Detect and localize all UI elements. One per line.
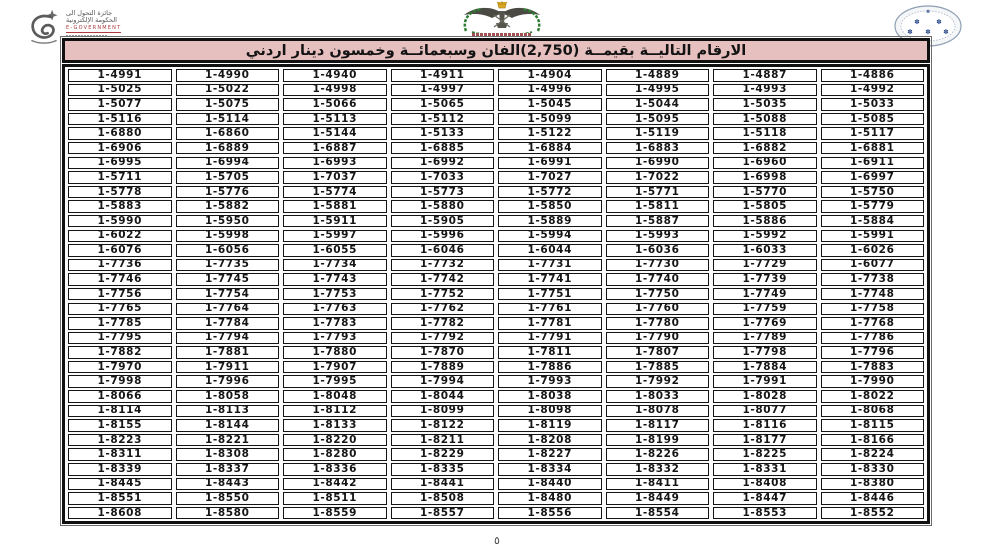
serial-cell: 1-8048	[283, 390, 387, 403]
serial-cell: 1-7993	[498, 375, 602, 388]
serial-cell: 1-8058	[176, 390, 280, 403]
serial-cell: 1-8227	[498, 448, 602, 461]
serial-cell: 1-4998	[283, 84, 387, 97]
serial-cell: 1-8068	[821, 405, 925, 418]
serial-cell: 1-7870	[391, 346, 495, 359]
serial-cell: 1-7991	[713, 375, 817, 388]
serial-cell: 1-5066	[283, 98, 387, 111]
serial-cell: 1-8339	[68, 463, 172, 476]
serial-cell: 1-8119	[498, 419, 602, 432]
serial-cell: 1-5133	[391, 127, 495, 140]
crest-caption-line	[472, 33, 532, 37]
serial-cell: 1-4887	[713, 69, 817, 82]
serial-cell: 1-8116	[713, 419, 817, 432]
serial-cell: 1-8133	[283, 419, 387, 432]
serial-cell: 1-5776	[176, 186, 280, 199]
serial-cell: 1-5112	[391, 113, 495, 126]
serial-cell: 1-6882	[713, 142, 817, 155]
serial-cell: 1-8380	[821, 478, 925, 491]
serial-cell: 1-7880	[283, 346, 387, 359]
fine-print-line	[66, 35, 108, 37]
serial-cell: 1-6044	[498, 244, 602, 257]
serial-cell: 1-7795	[68, 332, 172, 345]
serial-cell: 1-6881	[821, 142, 925, 155]
serial-cell: 1-7970	[68, 361, 172, 374]
serial-cell: 1-8557	[391, 507, 495, 520]
serial-cell: 1-8332	[606, 463, 710, 476]
serial-cell: 1-5095	[606, 113, 710, 126]
serial-cell: 1-7994	[391, 375, 495, 388]
serial-table	[62, 64, 930, 524]
serial-cell: 1-7883	[821, 361, 925, 374]
serial-cell: 1-7742	[391, 273, 495, 286]
serial-cell: 1-7995	[283, 375, 387, 388]
svg-text:✽: ✽	[925, 28, 931, 36]
serial-cell: 1-6998	[713, 171, 817, 184]
serial-cell: 1-4990	[176, 69, 280, 82]
serial-cell: 1-5065	[391, 98, 495, 111]
serial-cell: 1-5075	[176, 98, 280, 111]
serial-cell: 1-7739	[713, 273, 817, 286]
serial-cell: 1-8155	[68, 419, 172, 432]
serial-cell: 1-5774	[283, 186, 387, 199]
serial-cell: 1-5119	[606, 127, 710, 140]
serial-cell: 1-5889	[498, 215, 602, 228]
serial-cell: 1-5022	[176, 84, 280, 97]
serial-cell: 1-8078	[606, 405, 710, 418]
serial-cell: 1-5905	[391, 215, 495, 228]
serial-cell: 1-5993	[606, 230, 710, 243]
serial-cell: 1-5114	[176, 113, 280, 126]
serial-cell: 1-8330	[821, 463, 925, 476]
serial-cell: 1-5883	[68, 200, 172, 213]
serial-cell: 1-7990	[821, 375, 925, 388]
serial-cell: 1-8229	[391, 448, 495, 461]
serial-cell: 1-7807	[606, 346, 710, 359]
serial-cell: 1-8331	[713, 463, 817, 476]
serial-cell: 1-6077	[821, 259, 925, 272]
serial-cell: 1-4996	[498, 84, 602, 97]
serial-cell: 1-7760	[606, 303, 710, 316]
serial-cell: 1-5779	[821, 200, 925, 213]
banner-title: الارقام التاليــة بقيمــة (2,750)الفان وسبعمائــة وخمسون دينار اردني	[62, 38, 930, 63]
serial-cell: 1-8226	[606, 448, 710, 461]
serial-cell: 1-7741	[498, 273, 602, 286]
serial-cell: 1-5778	[68, 186, 172, 199]
serial-cell: 1-8098	[498, 405, 602, 418]
serial-cell: 1-8336	[283, 463, 387, 476]
serial-cell: 1-6991	[498, 157, 602, 170]
serial-cell: 1-4889	[606, 69, 710, 82]
serial-cell: 1-7886	[498, 361, 602, 374]
serial-cell: 1-7796	[821, 346, 925, 359]
serial-cell: 1-8334	[498, 463, 602, 476]
serial-cell: 1-8112	[283, 405, 387, 418]
svg-text:✽: ✽	[907, 28, 913, 36]
serial-cell: 1-4995	[606, 84, 710, 97]
serial-cell: 1-7780	[606, 317, 710, 330]
serial-cell: 1-5711	[68, 171, 172, 184]
serial-cell: 1-5880	[391, 200, 495, 213]
serial-cell: 1-7756	[68, 288, 172, 301]
serial-cell: 1-4886	[821, 69, 925, 82]
serial-cell: 1-6906	[68, 142, 172, 155]
serial-cell: 1-4993	[713, 84, 817, 97]
serial-cell: 1-6997	[821, 171, 925, 184]
serial-cell: 1-7764	[176, 303, 280, 316]
serial-cell: 1-4997	[391, 84, 495, 97]
serial-cell: 1-8044	[391, 390, 495, 403]
serial-cell: 1-6994	[176, 157, 280, 170]
calligraphy-swirl-icon	[26, 4, 62, 48]
serial-cell: 1-4991	[68, 69, 172, 82]
serial-cell: 1-5773	[391, 186, 495, 199]
serial-cell: 1-8223	[68, 434, 172, 447]
serial-cell: 1-8440	[498, 478, 602, 491]
serials-document	[62, 38, 930, 524]
serial-cell: 1-5882	[176, 200, 280, 213]
serial-cell: 1-5122	[498, 127, 602, 140]
award-line-2: الحكومة الإلكترونية	[66, 16, 117, 24]
serial-cell: 1-7763	[283, 303, 387, 316]
serial-cell: 1-7881	[176, 346, 280, 359]
serial-cell: 1-8022	[821, 390, 925, 403]
serial-cell: 1-5991	[821, 230, 925, 243]
egov-award-text	[66, 4, 121, 41]
serial-cell: 1-8066	[68, 390, 172, 403]
serial-cell: 1-7884	[713, 361, 817, 374]
serial-cell: 1-7996	[176, 375, 280, 388]
serial-cell: 1-5750	[821, 186, 925, 199]
serial-cell: 1-5088	[713, 113, 817, 126]
serial-cell: 1-6887	[283, 142, 387, 155]
serial-cell: 1-7758	[821, 303, 925, 316]
serial-cell: 1-7740	[606, 273, 710, 286]
serial-cell: 1-5911	[283, 215, 387, 228]
serial-cell: 1-5805	[713, 200, 817, 213]
serial-cell: 1-7759	[713, 303, 817, 316]
serial-cell: 1-8113	[176, 405, 280, 418]
serial-cell: 1-5705	[176, 171, 280, 184]
serial-cell: 1-8115	[821, 419, 925, 432]
serial-cell: 1-8511	[283, 492, 387, 505]
serial-cell: 1-8445	[68, 478, 172, 491]
serial-cell: 1-7753	[283, 288, 387, 301]
serial-cell: 1-7789	[713, 332, 817, 345]
serial-cell: 1-7769	[713, 317, 817, 330]
serial-cell: 1-7907	[283, 361, 387, 374]
serial-cell: 1-5113	[283, 113, 387, 126]
serial-cell: 1-6993	[283, 157, 387, 170]
serial-cell: 1-8028	[713, 390, 817, 403]
serial-cell: 1-5099	[498, 113, 602, 126]
serial-cell: 1-7746	[68, 273, 172, 286]
serial-cell: 1-8117	[606, 419, 710, 432]
serial-cell: 1-5811	[606, 200, 710, 213]
serial-cell: 1-6056	[176, 244, 280, 257]
serial-cell: 1-8311	[68, 448, 172, 461]
serial-cell: 1-7811	[498, 346, 602, 359]
serial-cell: 1-7748	[821, 288, 925, 301]
serial-cell: 1-5881	[283, 200, 387, 213]
serial-cell: 1-7027	[498, 171, 602, 184]
serial-cell: 1-5077	[68, 98, 172, 111]
serial-cell: 1-6889	[176, 142, 280, 155]
svg-text:✽: ✽	[936, 18, 942, 26]
serial-cell: 1-5118	[713, 127, 817, 140]
award-line-3: E-GOVERNMENT	[66, 25, 122, 31]
serial-cell: 1-8556	[498, 507, 602, 520]
serial-cell: 1-7731	[498, 259, 602, 272]
serial-cell: 1-5772	[498, 186, 602, 199]
serial-cell: 1-5886	[713, 215, 817, 228]
serial-cell: 1-7992	[606, 375, 710, 388]
serial-cell: 1-8446	[821, 492, 925, 505]
serial-cell: 1-7794	[176, 332, 280, 345]
serial-cell: 1-8225	[713, 448, 817, 461]
serial-cell: 1-6960	[713, 157, 817, 170]
serial-cell: 1-5998	[176, 230, 280, 243]
serial-cell: 1-7798	[713, 346, 817, 359]
serial-cell: 1-5085	[821, 113, 925, 126]
serial-cell: 1-5045	[498, 98, 602, 111]
serial-cell: 1-8553	[713, 507, 817, 520]
serial-cell: 1-7790	[606, 332, 710, 345]
serial-cell: 1-5990	[68, 215, 172, 228]
serial-cell: 1-7783	[283, 317, 387, 330]
serial-cell: 1-8480	[498, 492, 602, 505]
serial-cell: 1-7786	[821, 332, 925, 345]
serial-cell: 1-8280	[283, 448, 387, 461]
serial-cell: 1-7732	[391, 259, 495, 272]
serial-cell: 1-7781	[498, 317, 602, 330]
serial-cell: 1-7730	[606, 259, 710, 272]
serial-cell: 1-4904	[498, 69, 602, 82]
serial-cell: 1-7022	[606, 171, 710, 184]
serial-cell: 1-7734	[283, 259, 387, 272]
serial-cell: 1-7768	[821, 317, 925, 330]
serial-cell: 1-5144	[283, 127, 387, 140]
serial-cell: 1-6911	[821, 157, 925, 170]
serial-cell: 1-7736	[68, 259, 172, 272]
serial-cell: 1-8033	[606, 390, 710, 403]
serial-cell: 1-7791	[498, 332, 602, 345]
serial-cell: 1-7729	[713, 259, 817, 272]
serial-cell: 1-5771	[606, 186, 710, 199]
serial-cell: 1-5025	[68, 84, 172, 97]
serial-cell: 1-8559	[283, 507, 387, 520]
serial-cell: 1-8166	[821, 434, 925, 447]
serial-cell: 1-6992	[391, 157, 495, 170]
serial-cell: 1-8335	[391, 463, 495, 476]
serial-cell: 1-5044	[606, 98, 710, 111]
serial-cell: 1-7751	[498, 288, 602, 301]
serial-cell: 1-7752	[391, 288, 495, 301]
serial-cell: 1-7782	[391, 317, 495, 330]
serial-cell: 1-8220	[283, 434, 387, 447]
serial-cell: 1-7738	[821, 273, 925, 286]
serial-cell: 1-8038	[498, 390, 602, 403]
serial-cell: 1-4940	[283, 69, 387, 82]
serial-cell: 1-6883	[606, 142, 710, 155]
serial-cell: 1-5996	[391, 230, 495, 243]
serial-cell: 1-5033	[821, 98, 925, 111]
page-number: ٥	[494, 534, 500, 547]
serial-cell: 1-8608	[68, 507, 172, 520]
serial-cell: 1-8099	[391, 405, 495, 418]
serial-cell: 1-8177	[713, 434, 817, 447]
serial-cell: 1-7793	[283, 332, 387, 345]
serial-cell: 1-7754	[176, 288, 280, 301]
serial-cell: 1-8554	[606, 507, 710, 520]
serial-cell: 1-8508	[391, 492, 495, 505]
serial-cell: 1-7761	[498, 303, 602, 316]
serial-cell: 1-7784	[176, 317, 280, 330]
serial-cell: 1-8211	[391, 434, 495, 447]
serial-cell: 1-8308	[176, 448, 280, 461]
serial-cell: 1-6022	[68, 230, 172, 243]
serial-cell: 1-5992	[713, 230, 817, 243]
serial-cell: 1-5887	[606, 215, 710, 228]
serial-cell: 1-8221	[176, 434, 280, 447]
serial-cell: 1-8552	[821, 507, 925, 520]
serial-cell: 1-8208	[498, 434, 602, 447]
serial-cell: 1-7792	[391, 332, 495, 345]
serial-cell: 1-8144	[176, 419, 280, 432]
serial-cell: 1-8551	[68, 492, 172, 505]
serial-cell: 1-7745	[176, 273, 280, 286]
serial-cell: 1-5035	[713, 98, 817, 111]
serial-cell: 1-8114	[68, 405, 172, 418]
serial-cell: 1-7785	[68, 317, 172, 330]
serial-cell: 1-6995	[68, 157, 172, 170]
serial-cell: 1-6884	[498, 142, 602, 155]
serial-cell: 1-7037	[283, 171, 387, 184]
serial-cell: 1-5850	[498, 200, 602, 213]
serial-cell: 1-5884	[821, 215, 925, 228]
serial-cell: 1-5997	[283, 230, 387, 243]
serial-cell: 1-8199	[606, 434, 710, 447]
serial-cell: 1-7911	[176, 361, 280, 374]
serial-cell: 1-8580	[176, 507, 280, 520]
serial-cell: 1-6033	[713, 244, 817, 257]
serial-cell: 1-8224	[821, 448, 925, 461]
serial-cell: 1-7033	[391, 171, 495, 184]
serial-cell: 1-6880	[68, 127, 172, 140]
serial-cell: 1-6036	[606, 244, 710, 257]
serial-cell: 1-4911	[391, 69, 495, 82]
serial-cell: 1-6076	[68, 244, 172, 257]
serial-cell: 1-8122	[391, 419, 495, 432]
serial-cell: 1-8442	[283, 478, 387, 491]
serial-cell: 1-7743	[283, 273, 387, 286]
serial-cell: 1-5994	[498, 230, 602, 243]
serial-cell: 1-7735	[176, 259, 280, 272]
serial-cell: 1-5117	[821, 127, 925, 140]
svg-text:✽: ✽	[943, 28, 949, 36]
serial-cell: 1-6990	[606, 157, 710, 170]
serial-cell: 1-7762	[391, 303, 495, 316]
serial-cell: 1-8337	[176, 463, 280, 476]
serial-cell: 1-7998	[68, 375, 172, 388]
serial-cell: 1-5116	[68, 113, 172, 126]
serial-cell: 1-7882	[68, 346, 172, 359]
serial-cell: 1-6055	[283, 244, 387, 257]
serial-cell: 1-6885	[391, 142, 495, 155]
serial-cell: 1-7765	[68, 303, 172, 316]
serial-cell: 1-7889	[391, 361, 495, 374]
serial-cell: 1-8411	[606, 478, 710, 491]
serial-cell: 1-8441	[391, 478, 495, 491]
serial-cell: 1-8550	[176, 492, 280, 505]
svg-text:✽: ✽	[914, 18, 920, 26]
serial-cell: 1-7749	[713, 288, 817, 301]
serial-cell: 1-8447	[713, 492, 817, 505]
serial-cell: 1-6026	[821, 244, 925, 257]
serial-cell: 1-8443	[176, 478, 280, 491]
serial-cell: 1-5770	[713, 186, 817, 199]
serial-cell: 1-7885	[606, 361, 710, 374]
serial-cell: 1-6860	[176, 127, 280, 140]
award-line-1: جائزة التحول الى	[66, 9, 113, 17]
serial-cell: 1-8408	[713, 478, 817, 491]
serial-cell: 1-7750	[606, 288, 710, 301]
serial-cell: 1-5950	[176, 215, 280, 228]
svg-text:✽: ✽	[926, 10, 930, 15]
serial-cell: 1-8077	[713, 405, 817, 418]
serial-cell: 1-6046	[391, 244, 495, 257]
serial-cell: 1-8449	[606, 492, 710, 505]
serial-cell: 1-4992	[821, 84, 925, 97]
